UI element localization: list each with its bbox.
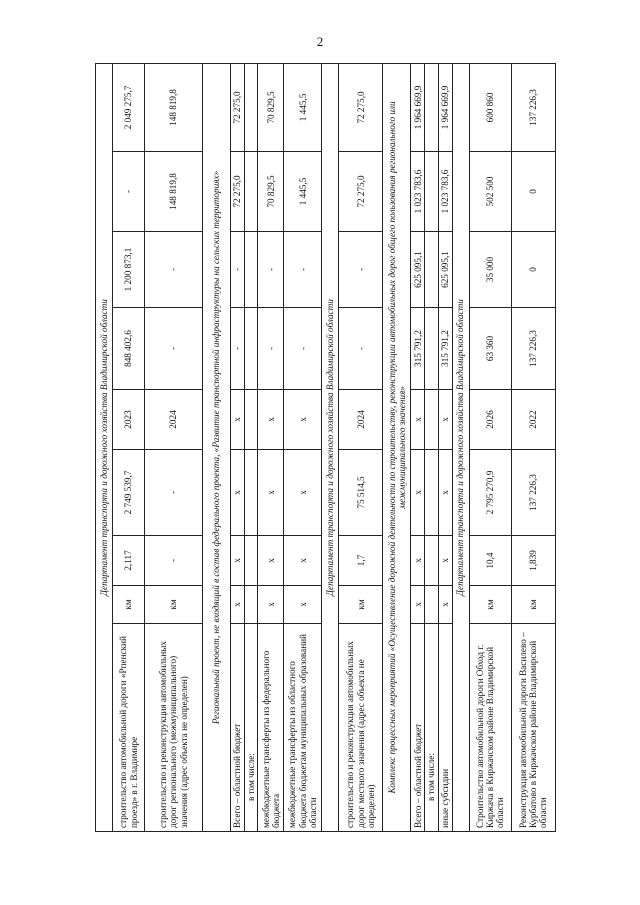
value-cell: 2,117 [113, 536, 145, 586]
row-label-cell: Реконструкция автомобильной дороги Василево – Курбатово в Киржачском районе Владимирской области [511, 624, 555, 832]
value-cell: x [258, 390, 284, 450]
value-cell: 1 200 873,1 [113, 232, 145, 308]
section-title: Департамент транспорта и дорожного хозяйства Владимирской области [96, 63, 113, 831]
value-cell: 1 445,5 [284, 63, 322, 151]
table-row [339, 63, 383, 831]
value-cell: 10,4 [469, 536, 511, 586]
value-cell: 625 095,1 [411, 232, 425, 308]
value-cell [245, 63, 258, 151]
value-cell: x [284, 450, 322, 536]
value-cell: 72 275,0 [231, 152, 245, 232]
value-cell: 137 226,3 [511, 308, 555, 390]
budget-table [95, 63, 556, 832]
value-cell: x [438, 390, 452, 450]
value-cell: x [258, 586, 284, 624]
value-cell [425, 390, 438, 450]
value-cell [245, 450, 258, 536]
value-cell: x [438, 450, 452, 536]
value-cell: - [145, 232, 203, 308]
row-label-cell: Всего – областной бюджет [411, 624, 425, 832]
value-cell: 75 514,5 [339, 450, 383, 536]
value-cell: - [145, 536, 203, 586]
value-cell: км [339, 586, 383, 624]
value-cell: 35 000 [469, 232, 511, 308]
value-cell: 137 226,3 [511, 63, 555, 151]
value-cell: 315 791,2 [411, 308, 425, 390]
value-cell [245, 536, 258, 586]
row-label-cell: строительство и реконструкция автомобильных дорог местного значения (адрес объекта не определен) [339, 624, 383, 832]
table-section-row [383, 63, 411, 831]
value-cell: 0 [511, 232, 555, 308]
row-label-cell: межбюджетные трансферты из областного бюджета бюджетам муниципальных образований области [284, 624, 322, 832]
value-cell [245, 232, 258, 308]
value-cell: x [284, 390, 322, 450]
value-cell: - [258, 232, 284, 308]
value-cell: 148 819,8 [145, 152, 203, 232]
value-cell: - [284, 308, 322, 390]
value-cell: x [258, 450, 284, 536]
table-row [113, 63, 145, 831]
section-title: Комплекс процессных мероприятий «Осуществление дорожной деятельности по строительству, реконструкции автомобильных дорог общего пользования регионального или межмуниципального значения» [383, 63, 411, 831]
value-cell: км [469, 586, 511, 624]
page-number: 2 [316, 34, 324, 49]
value-cell: 2026 [469, 390, 511, 450]
value-cell: 2024 [145, 390, 203, 450]
value-cell: - [231, 232, 245, 308]
value-cell: 2023 [113, 390, 145, 450]
value-cell [425, 152, 438, 232]
row-label-cell: межбюджетные трансферты из федерального бюджета [258, 624, 284, 832]
row-label-cell: иные субсидии [438, 624, 452, 832]
table-row [284, 63, 322, 831]
value-cell: 2 795 270,9 [469, 450, 511, 536]
table-row [425, 63, 438, 831]
table-row [411, 63, 425, 831]
value-cell: 2 749 539,7 [113, 450, 145, 536]
value-cell: - [145, 450, 203, 536]
value-cell: x [438, 536, 452, 586]
value-cell: x [411, 450, 425, 536]
value-cell: 72 275,0 [339, 152, 383, 232]
value-cell: 502 500 [469, 152, 511, 232]
value-cell: 137 226,3 [511, 450, 555, 536]
value-cell [245, 308, 258, 390]
value-cell: 625 095,1 [438, 232, 452, 308]
value-cell: 315 791,2 [438, 308, 452, 390]
value-cell: - [339, 308, 383, 390]
table-row [245, 63, 258, 831]
row-label-cell: строительство и реконструкция автомобильных дорог регионального (межмуниципального) значения (адрес объекта не определен) [145, 624, 203, 832]
value-cell: км [145, 586, 203, 624]
value-cell: 1 964 669,9 [411, 63, 425, 151]
value-cell: - [231, 308, 245, 390]
table-section-row [322, 63, 339, 831]
value-cell: x [438, 586, 452, 624]
rotated-table-container [95, 64, 550, 832]
table-section-row [96, 63, 113, 831]
value-cell: 2022 [511, 390, 555, 450]
section-title: Региональный проект, не входящий в состав федерального проекта, «Развитие транспортной инфраструктуры на сельских территориях» [203, 63, 231, 831]
table-section-row [203, 63, 231, 831]
table-row [231, 63, 245, 831]
value-cell: x [231, 450, 245, 536]
table-row [258, 63, 284, 831]
value-cell: - [284, 232, 322, 308]
section-title: Департамент транспорта и дорожного хозяйства Владимирской области [452, 63, 469, 831]
value-cell: x [258, 536, 284, 586]
row-label-cell: строительство автомобильной дороги «Рпенский проезд» в г. Владимире [113, 624, 145, 832]
value-cell [425, 308, 438, 390]
value-cell: x [411, 586, 425, 624]
value-cell: - [258, 308, 284, 390]
value-cell: x [411, 390, 425, 450]
value-cell: x [284, 586, 322, 624]
table-row [469, 63, 511, 831]
table-row [145, 63, 203, 831]
table-section-row [452, 63, 469, 831]
value-cell: x [231, 536, 245, 586]
row-label-cell: в том числе: [425, 624, 438, 832]
value-cell: x [231, 586, 245, 624]
value-cell: 2 049 275,7 [113, 63, 145, 151]
table-body [96, 63, 556, 831]
value-cell [425, 586, 438, 624]
value-cell: - [145, 308, 203, 390]
value-cell: 2024 [339, 390, 383, 450]
value-cell [425, 232, 438, 308]
value-cell [245, 586, 258, 624]
row-label-cell: Строительство автомобильной дороги Обход г. Киржача в Киржачском районе Владимирской области [469, 624, 511, 832]
value-cell: x [231, 390, 245, 450]
value-cell: 0 [511, 152, 555, 232]
value-cell: 1 964 669,9 [438, 63, 452, 151]
value-cell: - [113, 152, 145, 232]
value-cell: 63 360 [469, 308, 511, 390]
table-row [438, 63, 452, 831]
value-cell: 148 819,8 [145, 63, 203, 151]
row-label-cell: Всего – областной бюджет [231, 624, 245, 832]
value-cell [425, 450, 438, 536]
table-row [511, 63, 555, 831]
value-cell: 1,7 [339, 536, 383, 586]
value-cell: км [511, 586, 555, 624]
value-cell: 72 275,0 [339, 63, 383, 151]
value-cell [245, 390, 258, 450]
value-cell: 1 023 783,6 [438, 152, 452, 232]
row-label-cell: в том числе: [245, 624, 258, 832]
value-cell: 72 275,0 [231, 63, 245, 151]
value-cell [425, 536, 438, 586]
section-title: Департамент транспорта и дорожного хозяйства Владимирской области [322, 63, 339, 831]
value-cell: 70 829,5 [258, 152, 284, 232]
value-cell: x [411, 536, 425, 586]
value-cell: км [113, 586, 145, 624]
value-cell: 1 445,5 [284, 152, 322, 232]
value-cell: - [339, 232, 383, 308]
value-cell: 600 860 [469, 63, 511, 151]
value-cell: 1 023 783,6 [411, 152, 425, 232]
value-cell: 70 829,5 [258, 63, 284, 151]
value-cell [245, 152, 258, 232]
value-cell: 1,839 [511, 536, 555, 586]
value-cell: x [284, 536, 322, 586]
value-cell: 848 402,6 [113, 308, 145, 390]
value-cell [425, 63, 438, 151]
